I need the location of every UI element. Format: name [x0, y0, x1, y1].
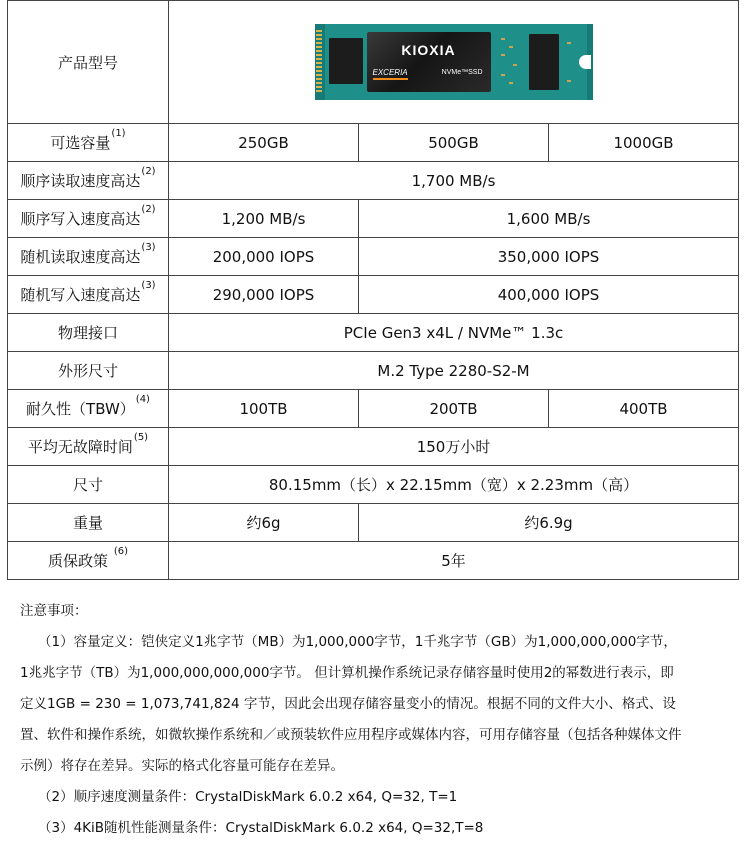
- spec-label: 随机读取速度高达$^{(3)}$: [8, 238, 169, 276]
- label-product-model: [8, 1, 169, 124]
- spec-value: 350,000 IOPS: [359, 238, 739, 276]
- smd-component: [513, 64, 517, 66]
- spec-value: PCIe Gen3 x4L / NVMe™ 1.3c: [169, 314, 739, 352]
- row-product-model: [8, 1, 739, 124]
- smd-component: [501, 38, 505, 40]
- spec-value: 1000GB: [549, 124, 739, 162]
- spec-value: M.2 Type 2280-S2-M: [169, 352, 739, 390]
- smd-component: [509, 82, 513, 84]
- row-endurance: [8, 390, 739, 428]
- note-line: 1兆兆字节（TB）为1,000,000,000,000字节。 但计算机操作系统记录存储容量时使用2的幂数进行表示，即: [20, 665, 674, 681]
- smd-component: [567, 80, 571, 82]
- notes-section: [20, 596, 730, 844]
- row-form-factor: [8, 352, 739, 390]
- spec-value: 80.15mm（长）x 22.15mm（宽）x 2.23mm（高）: [169, 466, 739, 504]
- spec-label: 重量: [8, 504, 169, 542]
- product-label: [367, 32, 491, 92]
- gold-connector-pins: [316, 30, 322, 94]
- spec-value: 400,000 IOPS: [359, 276, 739, 314]
- spec-table: [7, 0, 739, 580]
- row-capacity: [8, 124, 739, 162]
- ssd-product-image: [315, 24, 593, 100]
- spec-label: 外形尺寸: [8, 352, 169, 390]
- spec-value: 1,700 MB/s: [169, 162, 739, 200]
- note-line: 定义1GB = 230 = 1,073,741,824 字节，因此会出现存储容量变小的情况。根据不同的文件大小、格式、设: [20, 696, 676, 712]
- spec-label: 耐久性（TBW）$^{(4)}$: [8, 390, 169, 428]
- spec-value: 1,200 MB/s: [169, 200, 359, 238]
- spec-label: 可选容量$^{(1)}$: [8, 124, 169, 162]
- row-random-write: [8, 276, 739, 314]
- label-text: 产品型号: [57, 53, 118, 72]
- row-random-read: [8, 238, 739, 276]
- spec-value: 1,600 MB/s: [359, 200, 739, 238]
- smd-component: [567, 42, 571, 44]
- note-line: （3）4KiB随机性能测量条件：CrystalDiskMark 6.0.2 x64, Q=32,T=8: [38, 820, 484, 836]
- controller-chip: [329, 38, 363, 84]
- smd-component: [501, 54, 505, 56]
- spec-label: 质保政策 $^{(6)}$: [8, 542, 169, 580]
- note-line: 示例）将存在差异。实际的格式化容量可能存在差异。: [20, 758, 344, 774]
- spec-value: 200TB: [359, 390, 549, 428]
- spec-label: 物理接口: [8, 314, 169, 352]
- mounting-notch: [579, 55, 591, 69]
- spec-value: 250GB: [169, 124, 359, 162]
- notes-title: 注意事项：: [20, 603, 88, 619]
- row-weight: [8, 504, 739, 542]
- smd-component: [501, 74, 505, 76]
- spec-label: 顺序写入速度高达$^{(2)}$: [8, 200, 169, 238]
- note-line: （2）顺序速度测量条件：CrystalDiskMark 6.0.2 x64, Q=32, T=1: [38, 789, 458, 805]
- spec-label: 顺序读取速度高达$^{(2)}$: [8, 162, 169, 200]
- row-seq-read: [8, 162, 739, 200]
- smd-component: [509, 46, 513, 48]
- spec-value: 约6g: [169, 504, 359, 542]
- spec-value: 400TB: [549, 390, 739, 428]
- spec-label: 随机写入速度高达$^{(3)}$: [8, 276, 169, 314]
- spec-label: 尺寸: [8, 466, 169, 504]
- spec-value: 约6.9g: [359, 504, 739, 542]
- spec-value: 5年: [169, 542, 739, 580]
- spec-value: 500GB: [359, 124, 549, 162]
- spec-value: 100TB: [169, 390, 359, 428]
- series-logo: EXCERIA: [373, 68, 408, 80]
- product-image-cell: [169, 1, 739, 124]
- spec-value: 290,000 IOPS: [169, 276, 359, 314]
- row-interface: [8, 314, 739, 352]
- nand-chip: [529, 34, 559, 90]
- interface-text: NVMe™SSD: [441, 69, 483, 76]
- note-line: （1）容量定义：铠侠定义1兆字节（MB）为1,000,000字节，1千兆字节（GB）为1,000,000,000字节，: [38, 634, 677, 650]
- row-mtbf: [8, 428, 739, 466]
- row-seq-write: [8, 200, 739, 238]
- spec-value: 200,000 IOPS: [169, 238, 359, 276]
- row-warranty: [8, 542, 739, 580]
- brand-logo: KIOXIA: [401, 42, 456, 58]
- spec-value: 150万小时: [169, 428, 739, 466]
- row-dimensions: [8, 466, 739, 504]
- note-line: 置、软件和操作系统，如微软操作系统和／或预装软件应用程序或媒体内容，可用存储容量（包括各种媒体文件: [20, 727, 682, 743]
- spec-label: 平均无故障时间$^{(5)}$: [8, 428, 169, 466]
